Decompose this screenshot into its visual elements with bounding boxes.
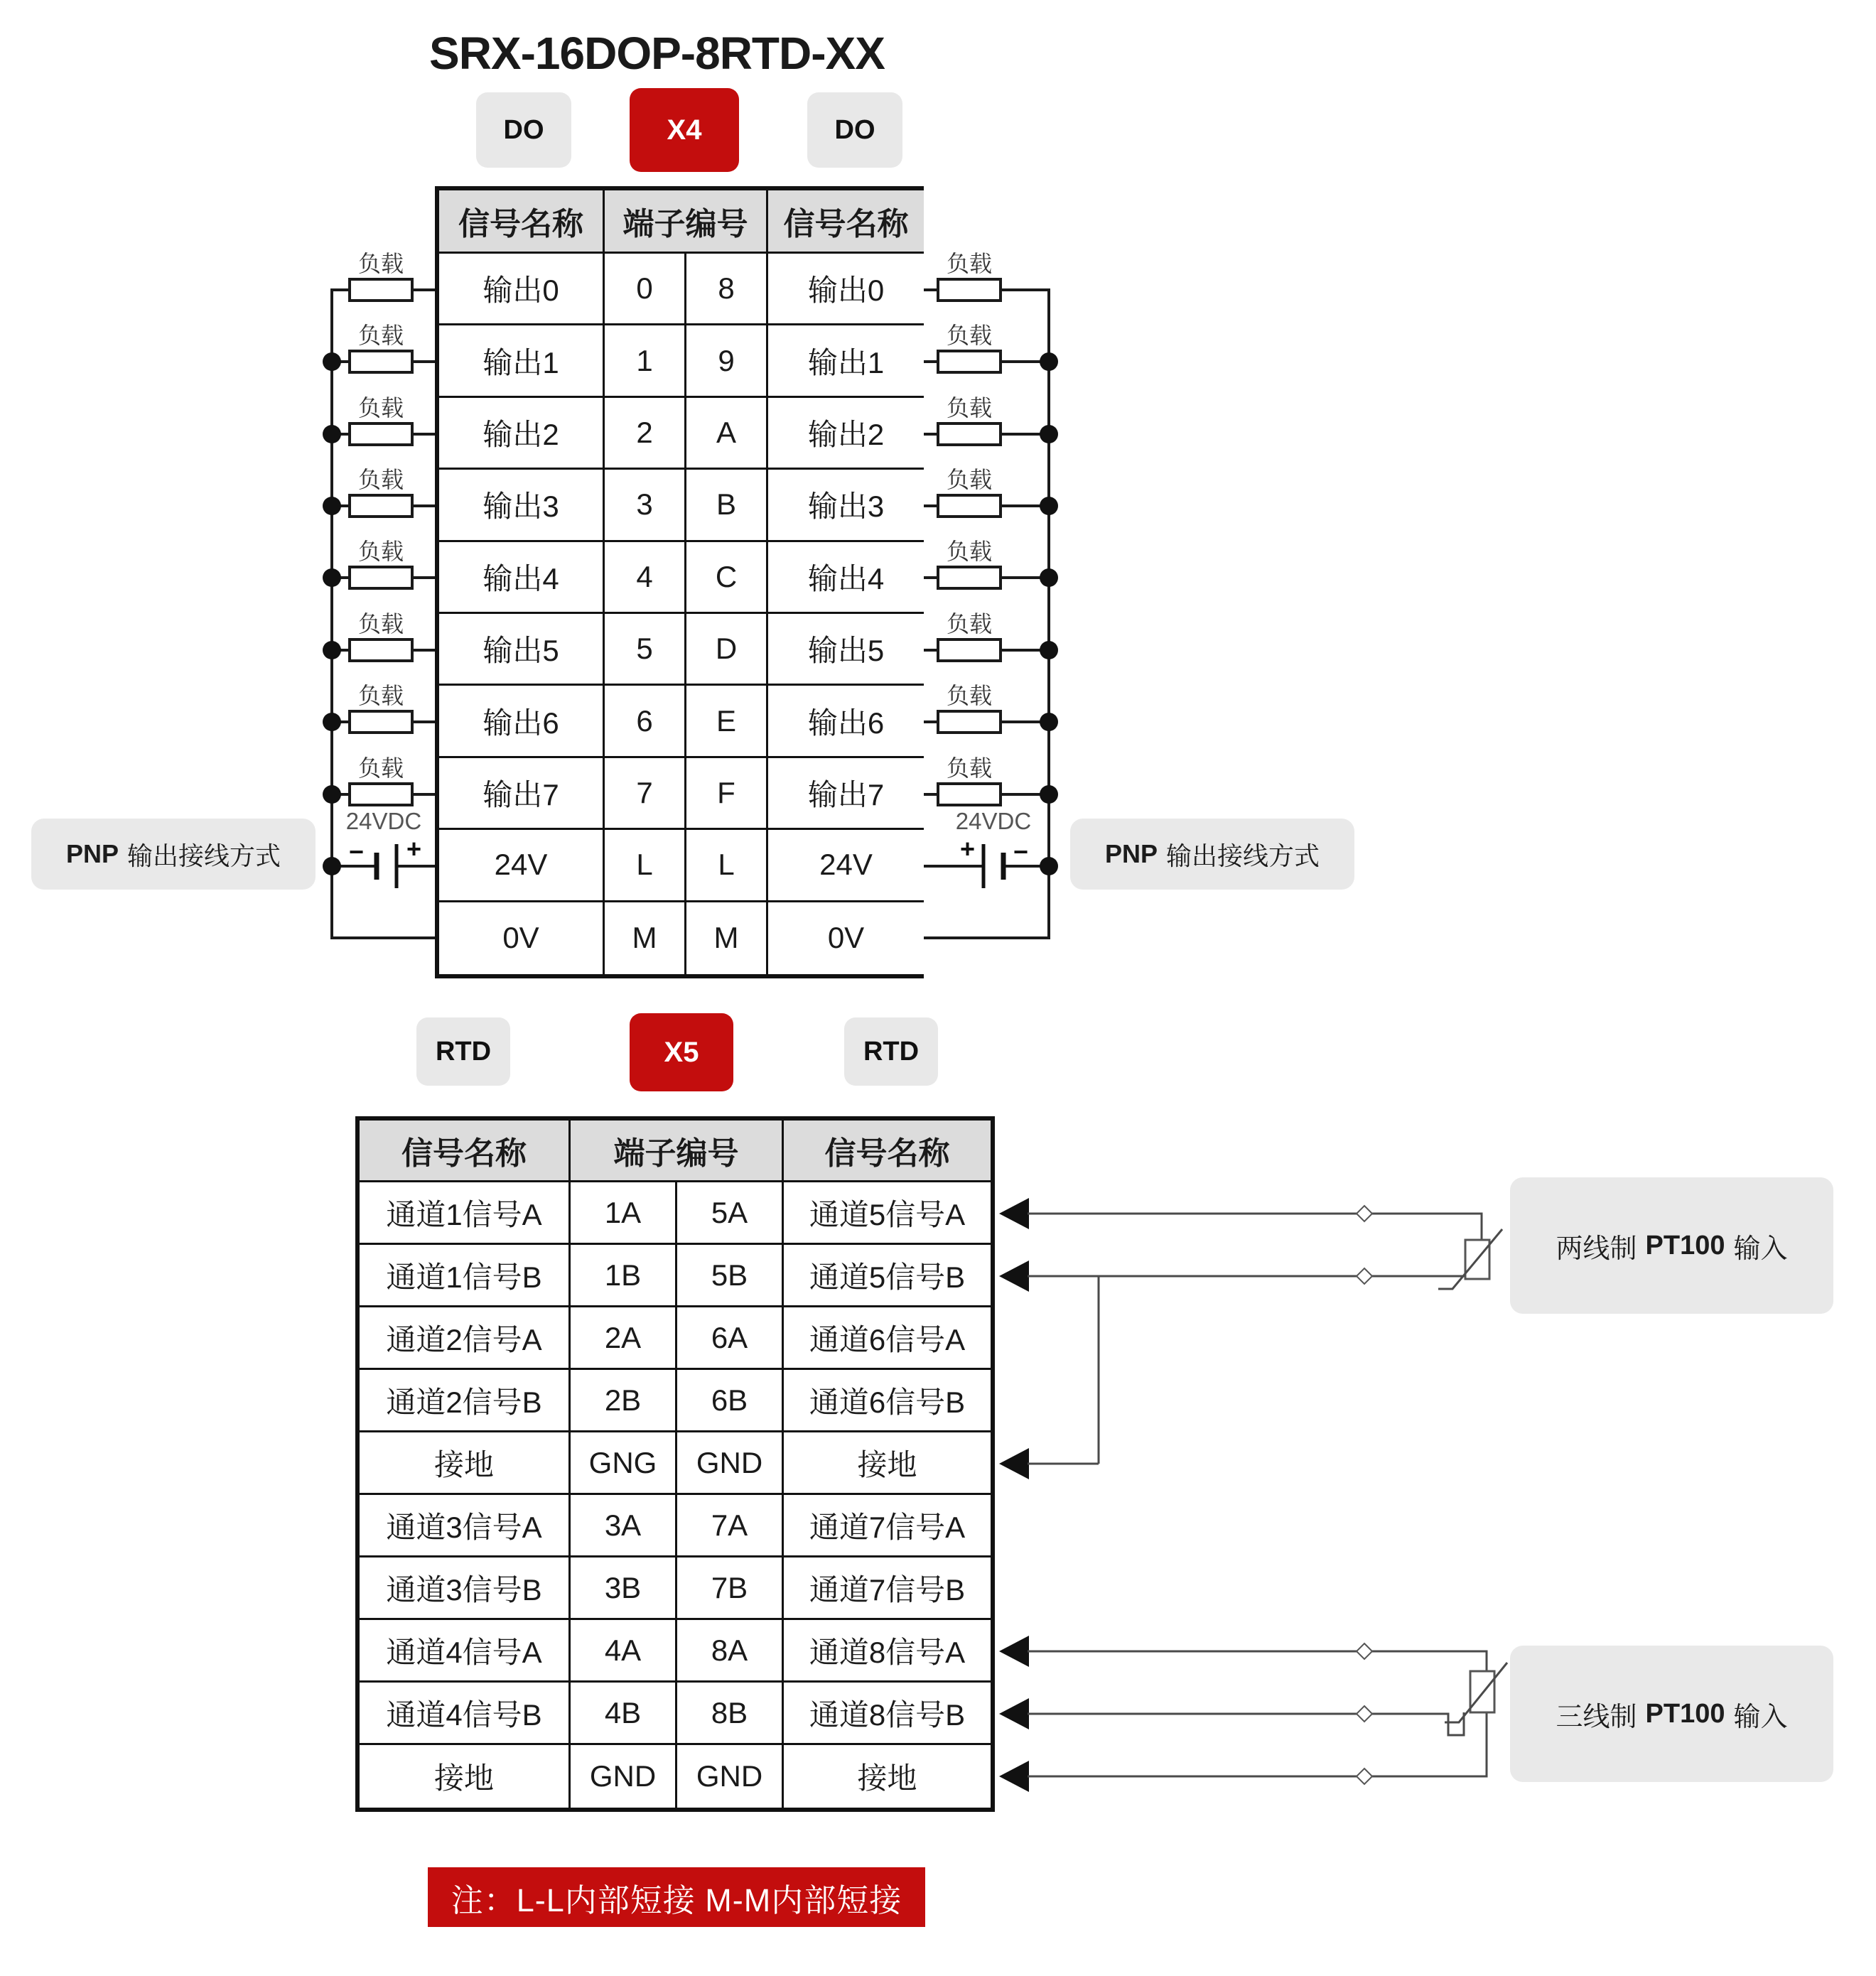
load-resistor <box>938 423 1001 445</box>
load-resistor <box>350 495 412 517</box>
pt100-three-wire-circuit <box>999 1636 1507 1792</box>
load-resistor <box>938 495 1001 517</box>
signal-name-cell: 0V <box>768 902 924 974</box>
supply-label: 24VDC <box>955 808 1032 834</box>
terminal-number-cell: 0 <box>605 254 686 325</box>
load-resistor <box>938 784 1001 805</box>
junction-dot <box>1040 352 1058 371</box>
badge-label: X5 <box>664 1036 699 1068</box>
load-label: 负载 <box>357 611 404 637</box>
load-label: 负载 <box>357 539 404 564</box>
signal-name-cell: 输出7 <box>768 758 924 830</box>
junction-dot <box>1040 497 1058 515</box>
badge-do-right <box>807 92 902 168</box>
signal-name-cell: 通道8信号B <box>784 1683 991 1745</box>
supply-label: 24VDC <box>345 808 422 834</box>
signal-name-cell: 24V <box>768 830 924 902</box>
signal-name-cell: 输出2 <box>439 398 605 470</box>
badge-x4 <box>630 88 739 172</box>
label-bold: PT100 <box>1645 1698 1725 1729</box>
terminal-number-cell: 6 <box>605 686 686 757</box>
input-arrow <box>999 1260 1029 1292</box>
load-label: 负载 <box>946 539 993 564</box>
signal-name-cell: 通道3信号B <box>360 1557 571 1620</box>
shorting-note: 注：L-L内部短接 M-M内部短接 <box>428 1867 925 1927</box>
signal-name-cell: 通道7信号B <box>784 1557 991 1620</box>
input-arrow <box>999 1198 1029 1229</box>
junction-dot <box>1040 568 1058 587</box>
terminal-number-cell: 1B <box>571 1245 677 1307</box>
pnp-circuit-right <box>924 251 1058 938</box>
junction-dot <box>1040 425 1058 443</box>
terminal-number-cell: 5A <box>677 1182 784 1245</box>
terminal-number-cell: GND <box>571 1745 677 1808</box>
signal-name-cell: 输出3 <box>768 470 924 541</box>
signal-name-cell: 通道6信号B <box>784 1370 991 1432</box>
signal-name-cell: 输出2 <box>768 398 924 470</box>
minus-sign: − <box>348 837 364 866</box>
load-label: 负载 <box>946 251 993 276</box>
terminal-number-cell: 3 <box>605 470 686 541</box>
badge-label: X4 <box>667 114 702 146</box>
terminal-number-cell: GND <box>677 1745 784 1808</box>
wire-node-diamond <box>1357 1268 1372 1284</box>
terminal-number-cell: L <box>686 830 768 902</box>
junction-dot <box>323 497 341 515</box>
signal-name-cell: 输出3 <box>439 470 605 541</box>
terminal-number-cell: 9 <box>686 325 768 397</box>
badge-label: RTD <box>863 1036 920 1067</box>
signal-name-cell: 通道4信号A <box>360 1620 571 1683</box>
label-post: 输入 <box>1733 1702 1788 1732</box>
terminal-number-cell: 8B <box>677 1683 784 1745</box>
minus-sign: − <box>1013 837 1029 866</box>
signal-name-cell: 输出1 <box>768 325 924 397</box>
terminal-number-cell: A <box>686 398 768 470</box>
terminal-number-cell: 7B <box>677 1557 784 1620</box>
rtd-terminal-table <box>355 1116 995 1812</box>
signal-name-cell: 通道2信号A <box>360 1307 571 1370</box>
load-label: 负载 <box>357 467 404 492</box>
signal-name-cell: 通道2信号B <box>360 1370 571 1432</box>
junction-dot <box>323 785 341 804</box>
signal-name-cell: 接地 <box>360 1745 571 1808</box>
label-post: 输入 <box>1733 1233 1788 1264</box>
column-header: 信号名称 <box>768 190 924 254</box>
badge-x5 <box>630 1013 733 1091</box>
wire-node-diamond <box>1357 1643 1372 1659</box>
load-resistor <box>350 423 412 445</box>
terminal-number-cell: 2 <box>605 398 686 470</box>
terminal-number-cell: 4B <box>571 1683 677 1745</box>
signal-name-cell: 输出5 <box>439 614 605 686</box>
junction-dot <box>323 568 341 587</box>
label-bold: PT100 <box>1645 1230 1725 1260</box>
junction-dot <box>323 857 341 875</box>
load-label: 负载 <box>357 251 404 276</box>
signal-name-cell: 通道5信号B <box>784 1245 991 1307</box>
terminal-number-cell: F <box>686 758 768 830</box>
load-label: 负载 <box>946 323 993 348</box>
badge-rtd-right <box>844 1017 938 1086</box>
input-arrow <box>999 1761 1029 1792</box>
signal-name-cell: 输出6 <box>768 686 924 757</box>
junction-dot <box>1040 713 1058 731</box>
terminal-number-cell: 3A <box>571 1495 677 1557</box>
plus-sign: + <box>406 834 422 863</box>
load-label: 负载 <box>357 755 404 781</box>
input-arrow <box>999 1698 1029 1729</box>
load-resistor <box>350 784 412 805</box>
terminal-number-cell: M <box>686 902 768 974</box>
plus-sign: + <box>959 834 975 863</box>
wire-node-diamond <box>1357 1769 1372 1784</box>
signal-name-cell: 接地 <box>360 1432 571 1495</box>
pnp-bold: PNP <box>65 839 119 868</box>
load-label: 负载 <box>946 395 993 421</box>
terminal-number-cell: 6B <box>677 1370 784 1432</box>
pt100-three-wire-label <box>1510 1646 1833 1782</box>
load-resistor <box>938 279 1001 301</box>
battery-24vdc-right <box>956 808 1031 888</box>
pnp-text: 输出接线方式 <box>1166 841 1320 870</box>
terminal-number-cell: 4A <box>571 1620 677 1683</box>
terminal-number-cell: 5B <box>677 1245 784 1307</box>
load-label: 负载 <box>946 467 993 492</box>
load-resistor <box>350 711 412 733</box>
signal-name-cell: 通道5信号A <box>784 1182 991 1245</box>
signal-name-cell: 接地 <box>784 1432 991 1495</box>
pnp-text: 输出接线方式 <box>127 841 281 870</box>
terminal-number-cell: GND <box>677 1432 784 1495</box>
load-label: 负载 <box>946 611 993 637</box>
signal-name-cell: 通道6信号A <box>784 1307 991 1370</box>
badge-label: DO <box>503 114 544 145</box>
load-label: 负载 <box>946 683 993 708</box>
junction-dot <box>323 713 341 731</box>
signal-name-cell: 24V <box>439 830 605 902</box>
signal-name-cell: 输出0 <box>768 254 924 325</box>
battery-24vdc-left <box>346 808 421 888</box>
terminal-number-cell: M <box>605 902 686 974</box>
signal-name-cell: 输出5 <box>768 614 924 686</box>
terminal-number-cell: 2B <box>571 1370 677 1432</box>
terminal-number-cell: E <box>686 686 768 757</box>
badge-rtd-left <box>416 1017 510 1086</box>
signal-name-cell: 通道1信号A <box>360 1182 571 1245</box>
terminal-number-cell: 1A <box>571 1182 677 1245</box>
load-resistor <box>350 567 412 588</box>
signal-name-cell: 通道8信号A <box>784 1620 991 1683</box>
wire-node-diamond <box>1357 1706 1372 1722</box>
junction-dot <box>1040 641 1058 659</box>
junction-dot <box>323 352 341 371</box>
badge-label: RTD <box>435 1036 492 1067</box>
load-resistor <box>938 639 1001 661</box>
load-resistor <box>350 279 412 301</box>
wire-node-diamond <box>1357 1206 1372 1221</box>
junction-dot <box>323 641 341 659</box>
signal-name-cell: 输出1 <box>439 325 605 397</box>
badge-label: DO <box>834 114 875 145</box>
do-terminal-table <box>435 186 924 978</box>
junction-dot <box>1040 857 1058 875</box>
signal-name-cell: 通道3信号A <box>360 1495 571 1557</box>
page-title: SRX-16DOP-8RTD-XX <box>429 28 885 79</box>
terminal-number-cell: 4 <box>605 542 686 614</box>
terminal-number-cell: 6A <box>677 1307 784 1370</box>
junction-dot <box>1040 785 1058 804</box>
terminal-number-cell: 8 <box>686 254 768 325</box>
junction-dot <box>323 425 341 443</box>
pnp-wiring-label-right <box>1070 819 1354 890</box>
terminal-number-cell: 5 <box>605 614 686 686</box>
load-resistor <box>938 351 1001 372</box>
terminal-number-cell: 2A <box>571 1307 677 1370</box>
terminal-number-cell: D <box>686 614 768 686</box>
column-header: 端子编号 <box>571 1121 784 1182</box>
load-label: 负载 <box>946 755 993 781</box>
terminal-number-cell: GNG <box>571 1432 677 1495</box>
signal-name-cell: 通道7信号A <box>784 1495 991 1557</box>
input-arrow <box>999 1448 1029 1479</box>
signal-name-cell: 输出4 <box>439 542 605 614</box>
load-resistor <box>350 639 412 661</box>
terminal-number-cell: 7A <box>677 1495 784 1557</box>
terminal-number-cell: 3B <box>571 1557 677 1620</box>
signal-name-cell: 通道1信号B <box>360 1245 571 1307</box>
load-label: 负载 <box>357 323 404 348</box>
load-label: 负载 <box>357 395 404 421</box>
column-header: 信号名称 <box>439 190 605 254</box>
label-pre: 三线制 <box>1556 1702 1637 1732</box>
label-pre: 两线制 <box>1556 1233 1637 1264</box>
signal-name-cell: 输出6 <box>439 686 605 757</box>
pt100-two-wire-circuit <box>999 1198 1502 1479</box>
terminal-number-cell: B <box>686 470 768 541</box>
load-resistor <box>938 567 1001 588</box>
signal-name-cell: 通道4信号B <box>360 1683 571 1745</box>
terminal-number-cell: 1 <box>605 325 686 397</box>
pnp-bold: PNP <box>1104 839 1158 868</box>
column-header: 端子编号 <box>605 190 768 254</box>
signal-name-cell: 输出0 <box>439 254 605 325</box>
pt100-two-wire-label <box>1510 1177 1833 1314</box>
pnp-wiring-label-left <box>31 819 316 890</box>
terminal-number-cell: 7 <box>605 758 686 830</box>
column-header: 信号名称 <box>360 1121 571 1182</box>
load-resistor <box>350 351 412 372</box>
signal-name-cell: 接地 <box>784 1745 991 1808</box>
signal-name-cell: 输出7 <box>439 758 605 830</box>
terminal-number-cell: C <box>686 542 768 614</box>
terminal-number-cell: L <box>605 830 686 902</box>
signal-name-cell: 0V <box>439 902 605 974</box>
input-arrow <box>999 1636 1029 1667</box>
load-label: 负载 <box>357 683 404 708</box>
terminal-number-cell: 8A <box>677 1620 784 1683</box>
badge-do-left <box>476 92 571 168</box>
column-header: 信号名称 <box>784 1121 991 1182</box>
signal-name-cell: 输出4 <box>768 542 924 614</box>
pnp-circuit-left <box>323 251 435 938</box>
load-resistor <box>938 711 1001 733</box>
